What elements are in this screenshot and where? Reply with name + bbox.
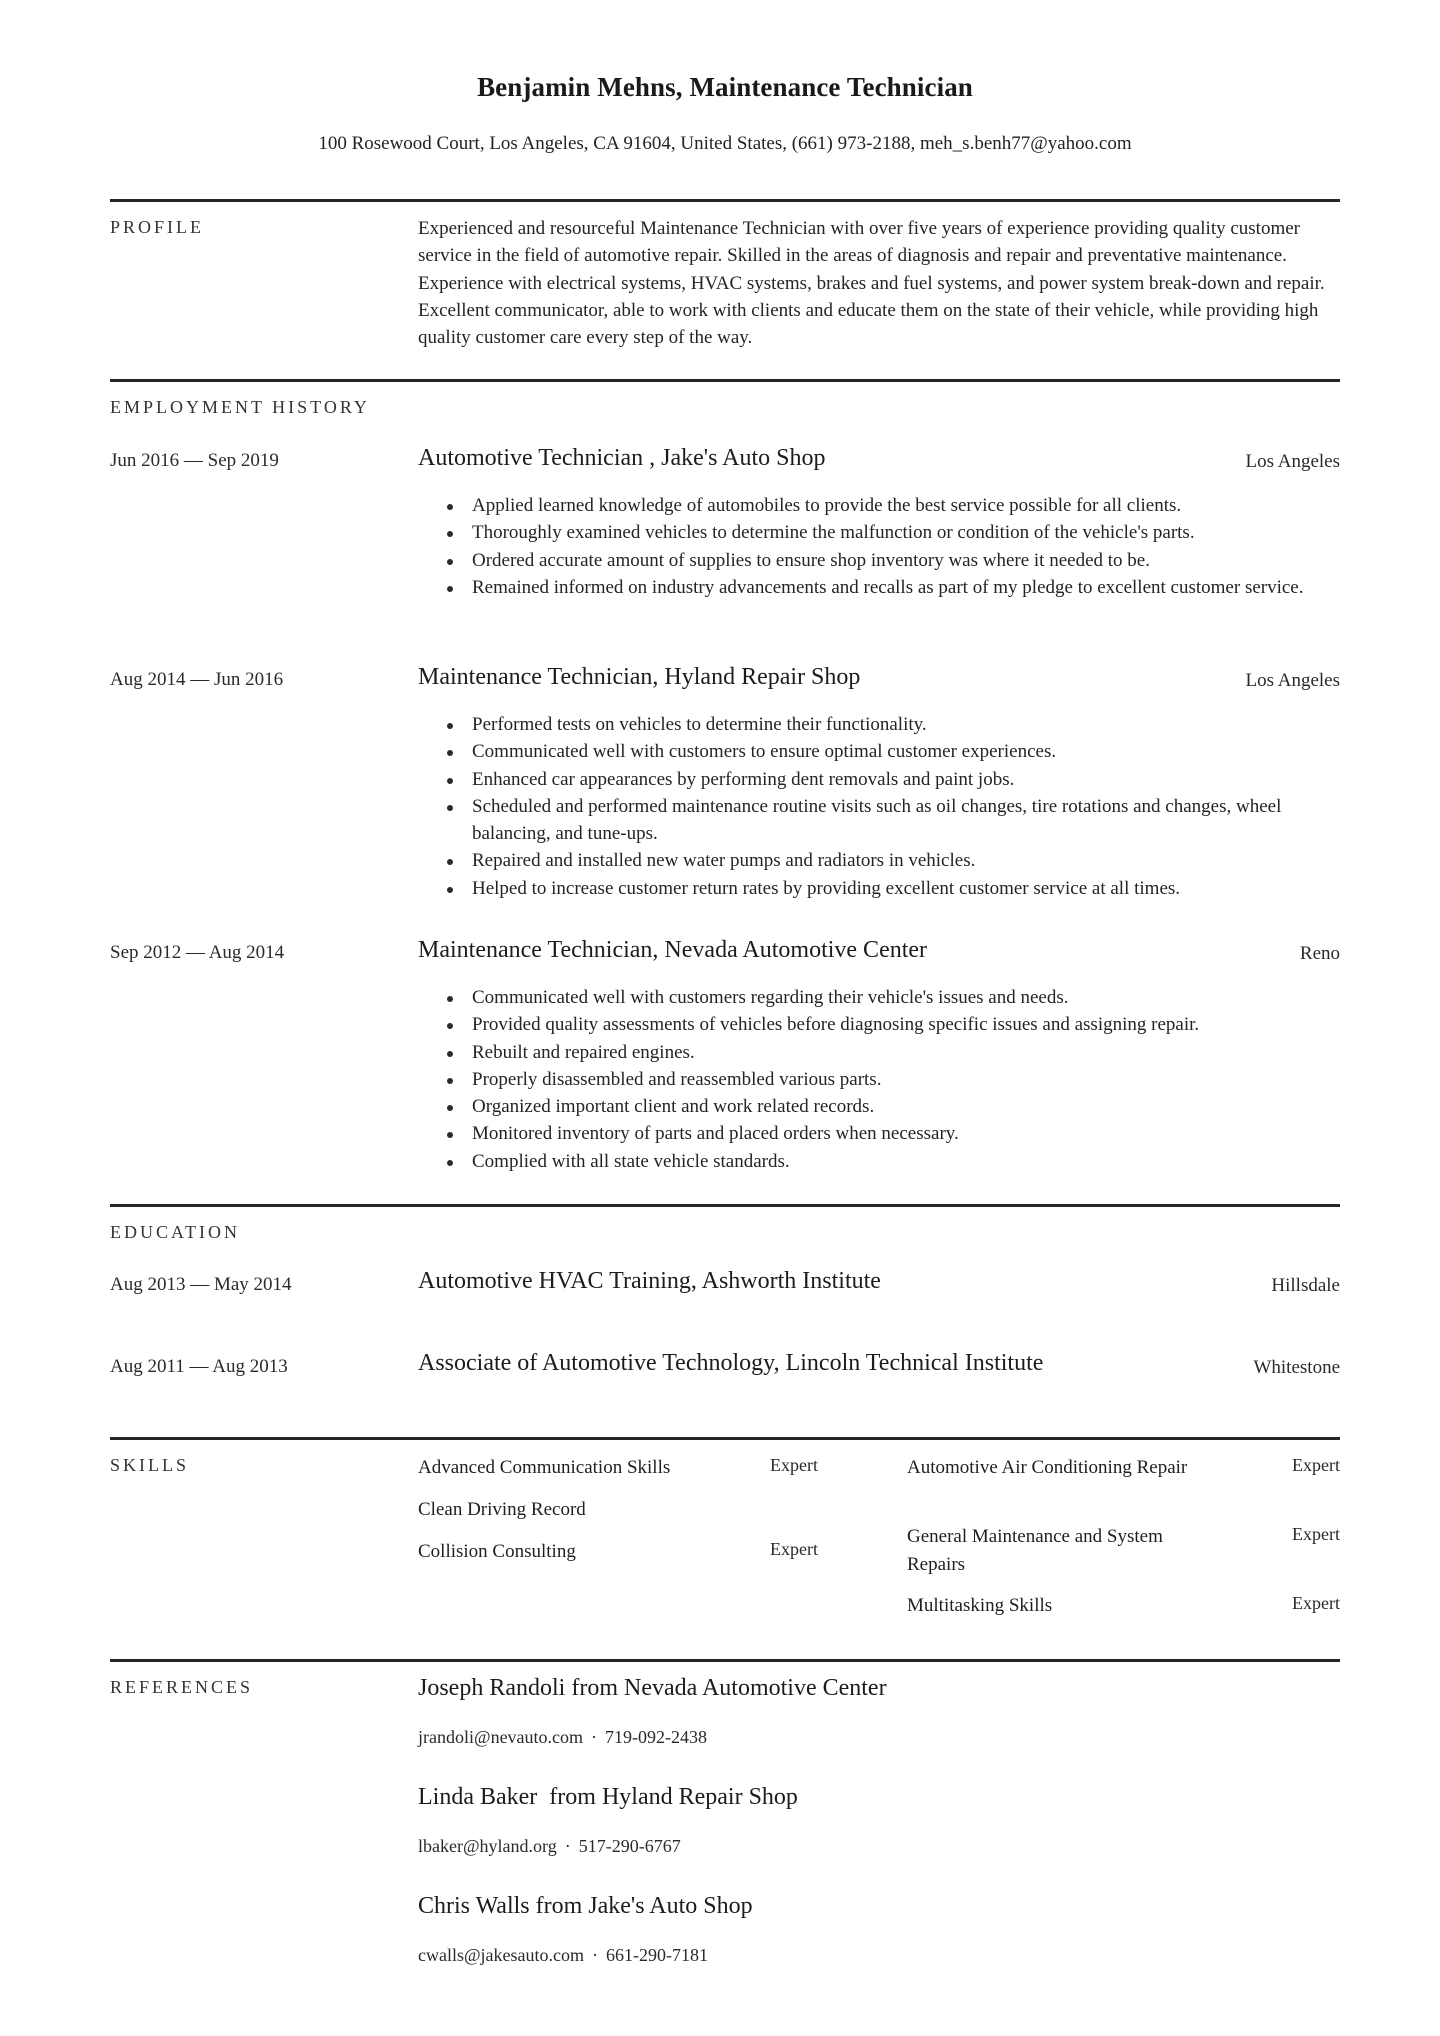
reference-email[interactable]: jrandoli@nevauto.com <box>418 1727 584 1747</box>
reference-name: Linda Baker from Hyland Repair Shop <box>418 1784 798 1810</box>
skill-level: Expert <box>770 1455 818 1475</box>
separator-dot: · <box>591 1727 598 1747</box>
job-bullets <box>444 984 1340 1175</box>
section-divider <box>110 1437 1340 1440</box>
bullet-item: Monitored inventory of parts and placed orders when necessary. <box>444 1120 1340 1147</box>
bullet-item: Properly disassembled and reassembled various parts. <box>444 1066 1340 1093</box>
job-bullets <box>444 492 1340 601</box>
job-city: Reno <box>1299 943 1340 964</box>
skill-name: Collision Consulting <box>418 1541 576 1562</box>
skill-name: Advanced Communication Skills <box>418 1457 671 1478</box>
education-dates: Aug 2013 — May 2014 <box>110 1274 292 1295</box>
job-dates: Sep 2012 — Aug 2014 <box>110 942 285 963</box>
bullet-item: Repaired and installed new water pumps and radiators in vehicles. <box>444 847 1340 874</box>
skill-name: Clean Driving Record <box>418 1499 586 1520</box>
bullet-item: Communicated well with customers regarding their vehicle's issues and needs. <box>444 984 1340 1011</box>
section-divider <box>110 1659 1340 1662</box>
section-label-education: EDUCATION <box>110 1222 240 1242</box>
section-label-skills: SKILLS <box>110 1455 190 1475</box>
profile-summary: Experienced and resourceful Maintenance Technician with over five years of experience providing quality customer service in the field of automotive repair. Skilled in the areas of diagnosis and repair and preventative maintenance. Experience with electrical systems, HVAC systems, brakes and fuel systems, and power system break-down and repair. Excellent communicator, able to work with clients and educate them on the state of their vehicle, while providing high quality customer care every step of the way. <box>418 218 1325 349</box>
job-title: Maintenance Technician, Hyland Repair Shop <box>418 664 861 690</box>
reference-email[interactable]: cwalls@jakesauto.com <box>418 1945 585 1965</box>
bullet-item: Thoroughly examined vehicles to determine the malfunction or condition of the vehicle's parts. <box>444 519 1340 546</box>
job-title: Maintenance Technician, Nevada Automotive Center <box>418 937 928 963</box>
section-label-profile: PROFILE <box>110 217 205 237</box>
reference-contact <box>418 1727 707 1748</box>
bullet-item: Organized important client and work related records. <box>444 1093 1340 1120</box>
separator-dot: · <box>564 1836 571 1856</box>
job-bullets <box>444 711 1340 902</box>
skill-level: Expert <box>1292 1593 1340 1613</box>
reference-phone: 661-290-7181 <box>606 1945 709 1965</box>
skill-name: General Maintenance and System Repairs <box>907 1526 1163 1575</box>
bullet-item: Ordered accurate amount of supplies to ensure shop inventory was where it needed to be. <box>444 547 1340 574</box>
reference-phone: 719-092-2438 <box>605 1727 708 1747</box>
education-city: Hillsdale <box>1271 1275 1340 1296</box>
section-divider <box>110 1204 1340 1207</box>
education-dates: Aug 2011 — Aug 2013 <box>110 1356 288 1377</box>
education-title: Associate of Automotive Technology, Lincoln Technical Institute <box>418 1350 1044 1376</box>
reference-name: Chris Walls from Jake's Auto Shop <box>418 1893 753 1919</box>
education-title: Automotive HVAC Training, Ashworth Institute <box>418 1268 881 1294</box>
section-label-references: REFERENCES <box>110 1677 254 1697</box>
job-city: Los Angeles <box>1245 451 1340 472</box>
resume-name-title: Benjamin Mehns, Maintenance Technician <box>477 72 973 102</box>
reference-contact <box>418 1836 681 1857</box>
bullet-item: Complied with all state vehicle standards. <box>444 1148 1340 1175</box>
skill-name: Automotive Air Conditioning Repair <box>907 1457 1188 1478</box>
job-dates: Aug 2014 — Jun 2016 <box>110 669 284 690</box>
reference-name: Joseph Randoli from Nevada Automotive Center <box>418 1675 887 1701</box>
contact-line: 100 Rosewood Court, Los Angeles, CA 91604, United States, (661) 973-2188, meh_s.benh77@yahoo.com <box>318 133 1132 154</box>
education-city: Whitestone <box>1253 1357 1340 1378</box>
reference-contact <box>418 1945 708 1966</box>
bullet-item: Performed tests on vehicles to determine their functionality. <box>444 711 1340 738</box>
section-divider <box>110 379 1340 382</box>
job-title: Automotive Technician , Jake's Auto Shop <box>418 445 826 471</box>
bullet-item: Rebuilt and repaired engines. <box>444 1039 1340 1066</box>
section-label-employment: EMPLOYMENT HISTORY <box>110 397 370 417</box>
job-city: Los Angeles <box>1245 670 1340 691</box>
skill-level: Expert <box>1292 1524 1340 1544</box>
reference-email[interactable]: lbaker@hyland.org <box>418 1836 557 1856</box>
skill-name: Multitasking Skills <box>907 1595 1053 1616</box>
bullet-item: Remained informed on industry advancements and recalls as part of my pledge to excellent customer service. <box>444 574 1340 601</box>
bullet-item: Scheduled and performed maintenance routine visits such as oil changes, tire rotations and changes, wheel balancing, and tune-ups. <box>444 793 1340 848</box>
bullet-item: Enhanced car appearances by performing dent removals and paint jobs. <box>444 766 1340 793</box>
separator-dot: · <box>592 1945 599 1965</box>
section-divider <box>110 199 1340 202</box>
bullet-item: Helped to increase customer return rates by providing excellent customer service at all times. <box>444 875 1340 902</box>
bullet-item: Communicated well with customers to ensure optimal customer experiences. <box>444 738 1340 765</box>
bullet-item: Applied learned knowledge of automobiles to provide the best service possible for all clients. <box>444 492 1340 519</box>
reference-phone: 517-290-6767 <box>578 1836 681 1856</box>
skill-level: Expert <box>770 1539 818 1559</box>
bullet-item: Provided quality assessments of vehicles before diagnosing specific issues and assigning repair. <box>444 1011 1340 1038</box>
job-dates: Jun 2016 — Sep 2019 <box>110 450 279 471</box>
skill-level: Expert <box>1292 1455 1340 1475</box>
